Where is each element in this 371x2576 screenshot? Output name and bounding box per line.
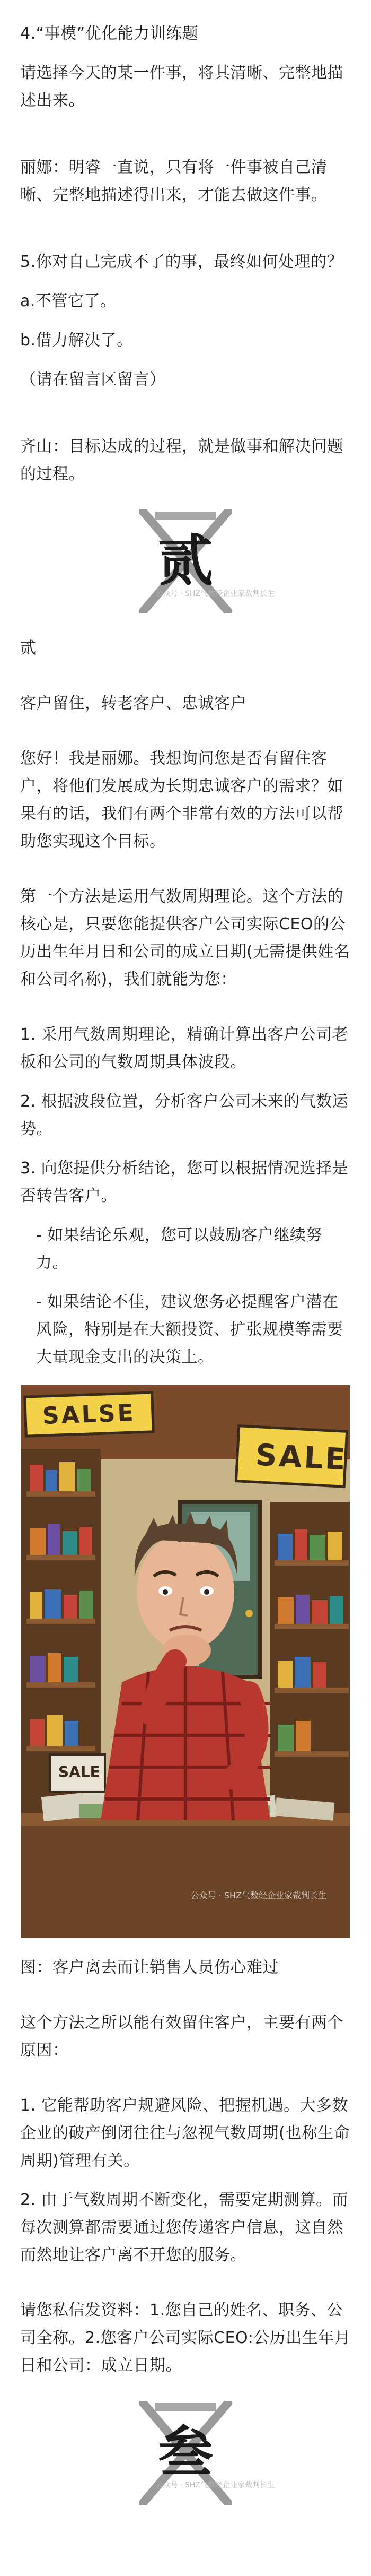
qishan-comment: 齐山：目标达成的过程，就是做事和解决问题的过程。 (20, 437, 343, 483)
exercise-title: 4.“事模”优化能力训练题 (20, 24, 199, 43)
step-1: 1. 采用气数周期理论，精确计算出客户公司老板和公司的气数周期具体波段。 (20, 1025, 349, 1071)
section-numeral-image-2 (118, 509, 275, 613)
reasons-intro: 这个方法之所以能有效留住客户，主要有两个原因： (20, 2013, 343, 2060)
option-b: b.借力解决了。 (20, 331, 133, 350)
sad-salesman-illustration (21, 1385, 350, 1938)
step-3: 3. 向您提供分析结论，您可以根据情况选择是否转告客户。 (20, 1159, 349, 1205)
numeral-glyph: 贰 (157, 528, 213, 593)
intro-paragraph: 您好！我是丽娜。我想询问您是否有留住客户，将他们发展成为长期忠诚客户的需求？如果有的话，我们有两个非常有效的方法可以帮助您实现这个目标。 (20, 749, 343, 851)
method-one-paragraph: 第一个方法是运用气数周期理论。这个方法的核心是，只要您能提供客户公司实际CEO的公历出生年月日和公司的成立日期(无需提供姓名和公司名称)，我们就能为您： (20, 887, 350, 989)
step-3-optimistic: - 如果结论乐观，您可以鼓励客户继续努力。 (36, 1226, 322, 1272)
question-5: 5.你对自己完成不了的事，最终如何处理的？ (20, 253, 343, 271)
exercise-instruction: 请选择今天的某一件事，将其清晰、完整地描述出来。 (20, 64, 343, 110)
illustration-watermark: 公众号 · SHZ气数经企业家裁判长生 (190, 1890, 326, 1900)
sign-left: SALSE (42, 1399, 136, 1430)
section-subtitle: 客户留住，转老客户、忠诚客户 (20, 694, 246, 713)
step-2: 2. 根据波段位置，分析客户公司未来的气数运势。 (20, 1092, 349, 1138)
option-a: a.不管它了。 (20, 292, 117, 310)
comment-prompt: （请在留言区留言） (20, 370, 166, 389)
sign-right: SALE (254, 1438, 349, 1477)
watermark: 公众号 · SHZ气数经企业家裁判长生 (155, 590, 275, 598)
reason-2: 2. 由于气数周期不断变化，需要定期测算。而每次测算都需要通过您传递客户信息，这自然而然地让客户离不开您的服务。 (20, 2191, 349, 2264)
figure-caption: 图：客户离去而让销售人员伤心难过 (20, 1958, 279, 1977)
contact-request: 请您私信发资料：1.您自己的姓名、职务、公司全称。2.您客户公司实际CEO:公历出生年月日和公司：成立日期。 (20, 2301, 351, 2375)
section-numeral-image-3 (118, 2401, 275, 2505)
reason-1: 1. 它能帮助客户规避风险、把握机遇。大多数企业的破产倒闭往往与忽视气数周期(也称生命周期)管理有关。 (20, 2096, 350, 2170)
sign-small: SALE (58, 1763, 100, 1780)
section-heading: 贰 (20, 639, 37, 658)
lina-comment: 丽娜：明睿一直说，只有将一件事被自己清晰、完整地描述得出来，才能去做这件事。 (20, 158, 328, 204)
numeral-glyph: 叁 (157, 2419, 213, 2485)
watermark: 公众号 · SHZ气数经企业家裁判长生 (155, 2481, 275, 2489)
step-3-pessimistic: - 如果结论不佳，建议您务必提醒客户潜在风险，特别是在大额投资、扩张规模等需要大量现金支出的决策上。 (36, 1293, 343, 1367)
